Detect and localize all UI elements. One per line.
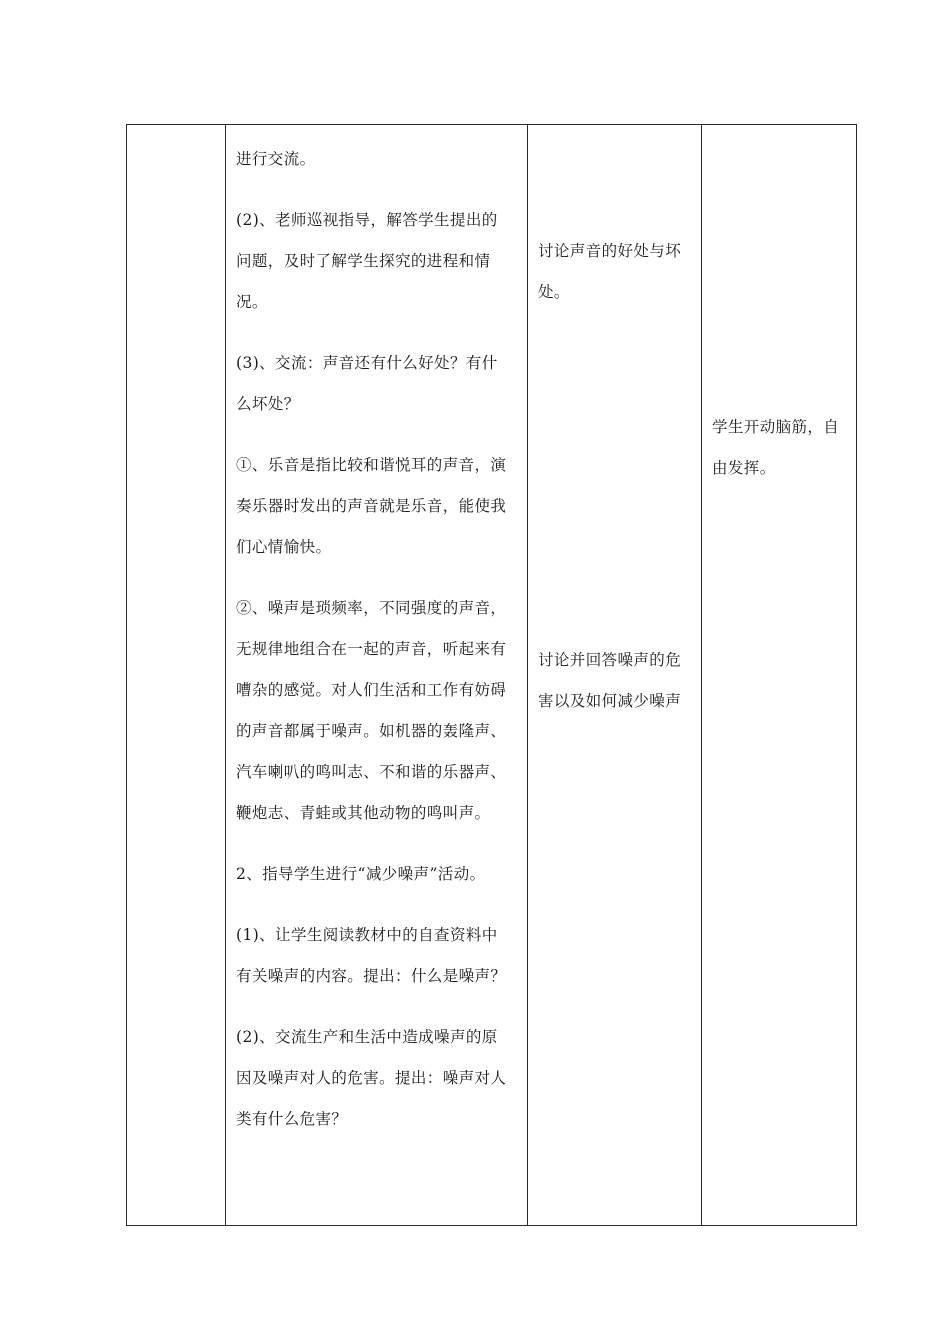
teacher-paragraph: (2)、老师巡视指导，解答学生提出的问题，及时了解学生探究的进程和情况。 [236, 211, 498, 311]
design-intent-cell [702, 125, 857, 1226]
student-activity-note: 讨论并回答噪声的危害以及如何减少噪声 [538, 651, 682, 710]
design-intent-note: 学生开动脑筋，自由发挥。 [712, 418, 840, 477]
table-row [127, 125, 857, 1226]
teacher-paragraph: 2、指导学生进行“减少噪声”活动。 [236, 865, 486, 883]
teacher-paragraph: (1)、让学生阅读教材中的自查资料中有关噪声的内容。提出：什么是噪声？ [236, 926, 507, 985]
stage-cell [127, 125, 226, 1226]
student-activity-note: 讨论声音的好处与坏处。 [538, 242, 682, 301]
lesson-plan-table [126, 124, 857, 1226]
teacher-paragraph: 进行交流。 [236, 150, 316, 168]
teacher-paragraph: ②、噪声是琐频率，不同强度的声音，无规律地组合在一起的声音，听起来有嘈杂的感觉。对人们生活和工作有妨碍的声音都属于噪声。如机器的轰隆声、汽车喇叭的鸣叫志、不和谐的乐器声、鞭炮志、青蛙或其他动物的鸣叫声。 [236, 599, 507, 822]
student-activity-cell [528, 125, 702, 1226]
teacher-paragraph: (3)、交流：声音还有什么好处？有什么坏处？ [236, 354, 498, 413]
teacher-activity-cell [226, 125, 528, 1226]
teacher-paragraph: ①、乐音是指比较和谐悦耳的声音，演奏乐器时发出的声音就是乐音，能使我们心情愉快。 [236, 456, 507, 556]
teacher-paragraph: (2)、交流生产和生活中造成噪声的原因及噪声对人的危害。提出：噪声对人类有什么危害？ [236, 1028, 507, 1128]
